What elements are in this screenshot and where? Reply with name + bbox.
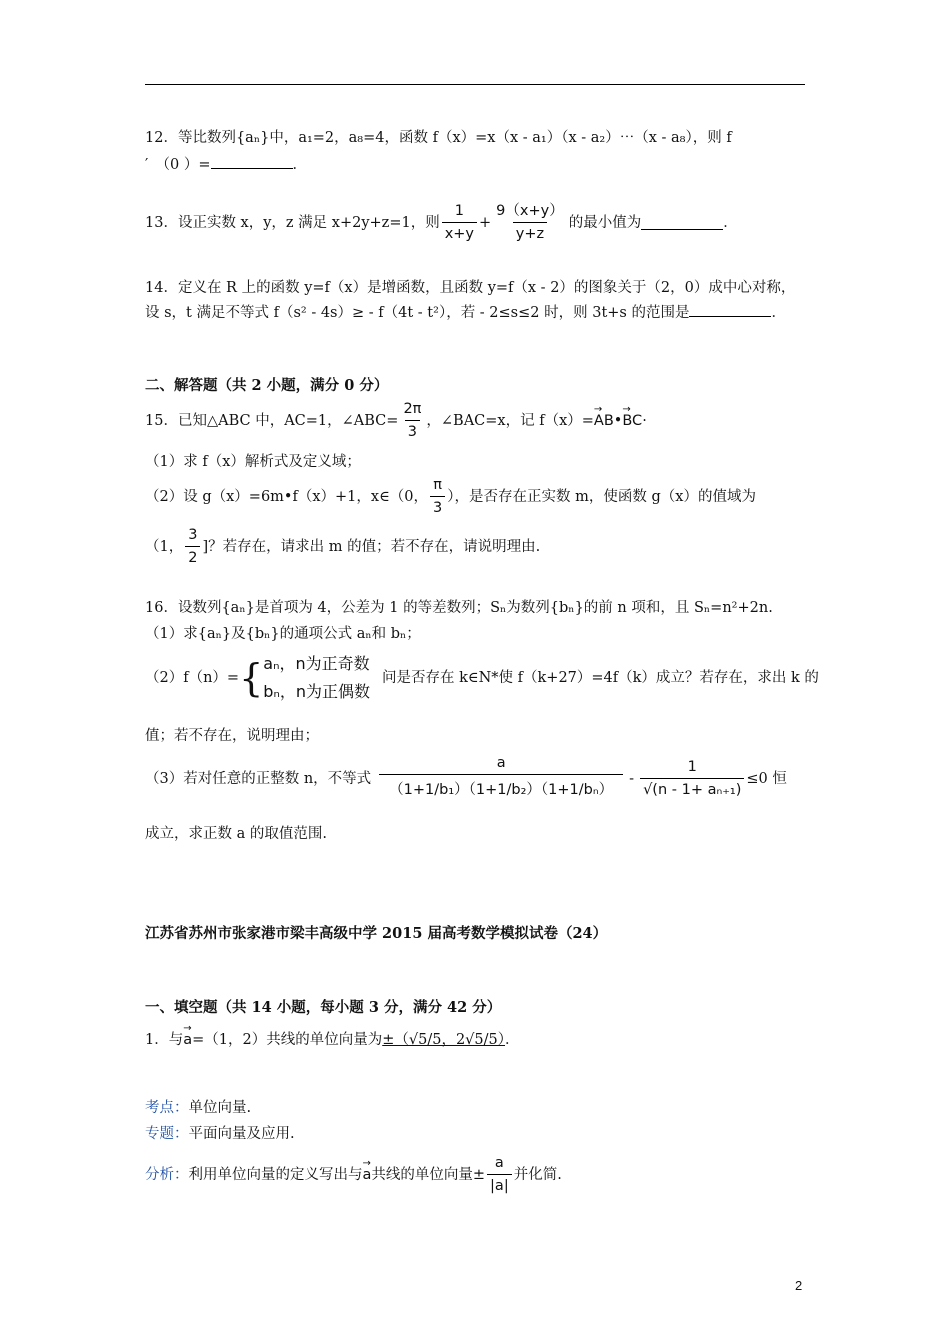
q15-end: · (642, 412, 647, 429)
paper-title: 江苏省苏州市张家港市梁丰高级中学 2015 届高考数学模拟试卷（24） (145, 925, 608, 942)
q16-part1: （1）求{aₙ}及{bₙ}的通项公式 aₙ和 bₙ； (145, 626, 421, 642)
q12-end: ． (292, 157, 308, 173)
header-rule (145, 84, 805, 85)
q16-part3-cont: 成立，求正数 a 的取值范围. (145, 826, 327, 842)
q13-fraction-2 (493, 200, 567, 245)
plus-sign: + (479, 214, 492, 231)
q12-line2 (145, 154, 307, 175)
answer-blank (641, 215, 723, 230)
frac-den: |a| (487, 1174, 512, 1197)
zhuanti-row (145, 1124, 295, 1144)
q12-line2-text: ′ （0 ）= (145, 157, 211, 173)
q16-part2-cont: 值；若不存在，说明理由； (145, 728, 319, 744)
vector-bc: → BC (622, 411, 642, 431)
q1-text: 1．与 (145, 1032, 184, 1048)
vector-ab: → AB (594, 411, 614, 431)
vector-a: → a (183, 1030, 192, 1050)
q15-part2-cont-text: （1， (145, 538, 184, 555)
kaodian-value: 单位向量. (188, 1100, 252, 1116)
q16-line1: 16．设数列{aₙ}是首项为 4，公差为 1 的等差数列；Sₙ为数列{bₙ}的前 n 项和，且 Sₙ=n²+2n. (145, 600, 773, 616)
frac-num: 2π (403, 401, 422, 417)
minus-sign: - (629, 770, 635, 787)
answer-blank (211, 154, 293, 169)
q13-text: 13．设正实数 x，y，z 满足 x+2y+z=1，则 (145, 214, 440, 231)
page-number: 2 (795, 1278, 803, 1293)
q15-part2-fraction (430, 474, 445, 519)
q15-line1 (145, 398, 647, 443)
q1-answer: ±（√5/5，2√5/5） (382, 1032, 506, 1048)
fenxi-text-mid: 共线的单位向量± (371, 1166, 486, 1183)
frac-den: x+y (442, 222, 477, 245)
frac-den: 3 (405, 420, 420, 443)
fenxi-text-post: 并化简. (513, 1166, 562, 1183)
q15-text: 15．已知△ABC 中，AC=1，∠ABC= (145, 412, 399, 429)
frac-den: √(n - 1+ aₙ₊₁) (640, 778, 744, 801)
q13-end: ． (723, 214, 738, 231)
fenxi-label: 分析： (145, 1166, 189, 1183)
fenxi-row (145, 1152, 562, 1197)
q14-end: ． (771, 305, 786, 321)
frac-den: 2 (185, 546, 200, 569)
case-even: bₙ，n为正偶数 (263, 682, 370, 701)
frac-den: 3 (430, 496, 445, 519)
frac-den: （1+1/b₁）（1+1/b₂）（1+1/bₙ） (379, 774, 623, 805)
frac-num: 3 (188, 527, 198, 543)
q14-line1: 14．定义在 R 上的函数 y=f（x）是增函数，且函数 y=f（x - 2）的图象关于（2，0）成中心对称， (145, 280, 796, 296)
q15-part2-cont-post: ]？若存在，请求出 m 的值；若不存在，请说明理由. (202, 538, 541, 555)
q1-text-mid: =（1，2）共线的单位向量为 (192, 1032, 383, 1048)
q1-end: ． (505, 1032, 520, 1048)
q15-fraction (400, 398, 424, 443)
q1 (145, 1030, 520, 1050)
q15-part2-text-post: ），是否存在正实数 m，使函数 g（x）的值域为 (447, 488, 756, 505)
frac-num: 1 (454, 203, 464, 219)
q15-part1: （1）求 f（x）解析式及定义域； (145, 454, 361, 470)
frac-num: a (494, 1155, 504, 1171)
frac-num: 1 (687, 759, 697, 775)
q16-root-fraction (640, 756, 744, 801)
zhuanti-value: 平面向量及应用. (188, 1126, 295, 1142)
q13 (145, 200, 738, 245)
frac-den: y+z (513, 222, 547, 245)
dot-operator: • (613, 412, 623, 429)
vector-a: → a (363, 1165, 372, 1185)
frac-num: π (433, 477, 443, 493)
kaodian-label: 考点： (145, 1100, 189, 1116)
q15-part2-text: （2）设 g（x）=6m•f（x）+1，x∈（0， (145, 488, 429, 505)
q16-part3 (145, 752, 787, 805)
section-heading-1: 一、填空题（共 14 小题，每小题 3 分，满分 42 分） (145, 999, 502, 1016)
q12-line1: 12．等比数列{aₙ}中，a₁=2，a₈=4，函数 f（x）=x（x - a₁）（x - a₂）⋯（x - a₈），则 f (145, 130, 732, 146)
kaodian-row (145, 1098, 251, 1118)
fenxi-text: 利用单位向量的定义写出与 (188, 1166, 363, 1183)
q16-part3-text: （3）若对任意的正整数 n，不等式 (145, 770, 372, 787)
frac-num: a (496, 755, 506, 771)
q16-part2-text-post: 问是否存在 k∈N*使 f（k+27）=4f（k）成立？若存在，求出 k 的 (381, 670, 819, 686)
q16-big-fraction (379, 752, 623, 805)
answer-blank (689, 302, 771, 317)
section-heading-2: 二、解答题（共 2 小题，满分 0 分） (145, 377, 389, 394)
frac-num: 9（x+y） (496, 203, 564, 219)
q13-text-post: 的最小值为 (568, 214, 642, 231)
q15-range-fraction (185, 524, 200, 569)
q16-part3-text-post: ≤0 恒 (746, 770, 787, 787)
piecewise-cases (263, 650, 370, 706)
brace-icon: { (239, 656, 264, 700)
q15-part2 (145, 474, 756, 519)
q15-part2-cont (145, 524, 540, 569)
q14-line2-text: 设 s，t 满足不等式 f（s² - 4s）≥ - f（4t - t²），若 - 2≤s≤2 时，则 3t+s 的范围是 (145, 305, 690, 321)
fenxi-fraction (487, 1152, 512, 1197)
q13-fraction-1 (442, 200, 477, 245)
q14-line2 (145, 302, 786, 323)
zhuanti-label: 专题： (145, 1126, 189, 1142)
q16-part2-text: （2）f（n）= (145, 670, 240, 686)
q15-text-mid: ，∠BAC=x，记 f（x）= (426, 412, 594, 429)
case-odd: aₙ，n为正奇数 (263, 654, 370, 673)
q16-part2 (145, 650, 819, 706)
